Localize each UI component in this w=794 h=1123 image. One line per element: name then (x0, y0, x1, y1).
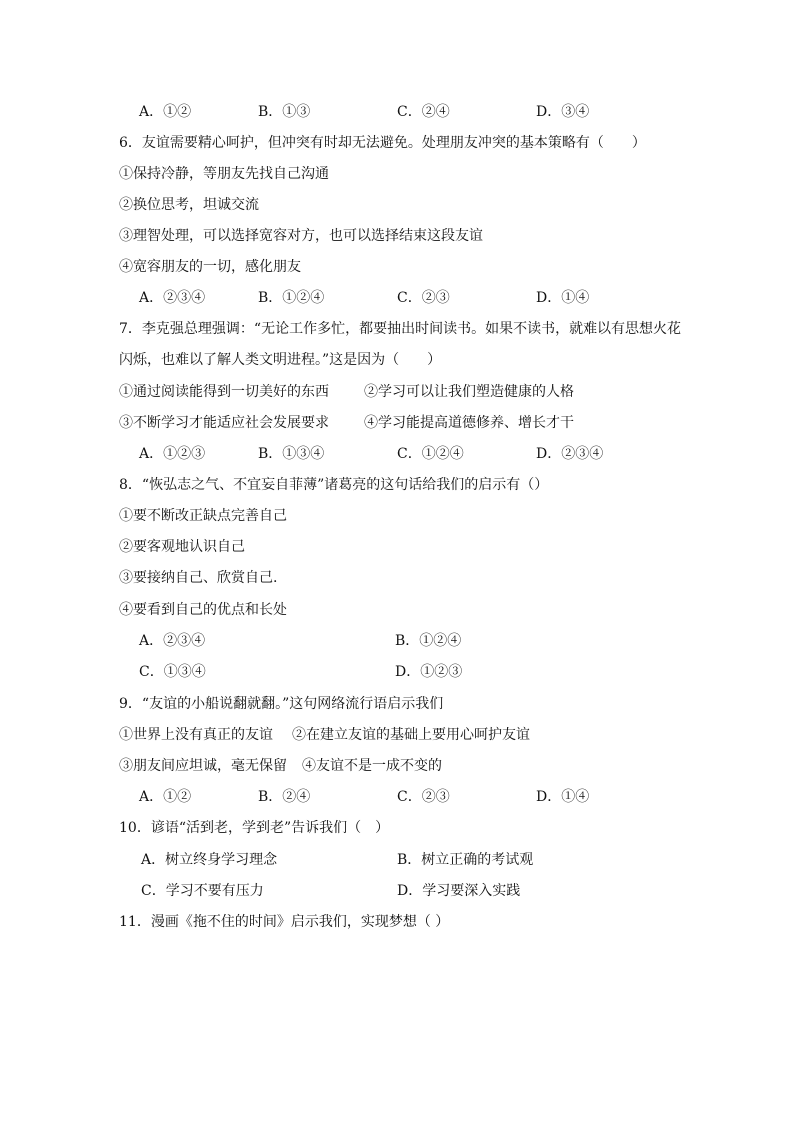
q9-item-1: ①世界上没有真正的友谊 (119, 727, 273, 743)
q6-item-4: ④宽容朋友的一切，感化朋友 (119, 259, 301, 275)
q6-item-3: ③理智处理，可以选择宽容对方，也可以选择结束这段友谊 (119, 228, 483, 244)
option-d[interactable]: D．①④ (536, 290, 590, 306)
q10-stem: 10．谚语“活到老，学到老”告诉我们（ ） (119, 820, 390, 836)
q7-stem-line-2: 闪烁，也难以了解人类文明进程。”这是因为（ ） (119, 352, 442, 368)
q8-stem: 8．“恢弘志之气、不宜妄自菲薄”诸葛亮的这句话给我们的启示有（） (119, 477, 549, 493)
option-d[interactable]: D．②③④ (536, 446, 604, 462)
option-a[interactable]: A．②③④ (139, 290, 206, 306)
option-c[interactable]: C．②④ (397, 104, 450, 120)
q9-item-3: ③朋友间应坦诚，毫无保留 (119, 758, 287, 774)
option-c[interactable]: C．②③ (397, 789, 450, 805)
option-d[interactable]: D．学习要深入实践 (397, 883, 521, 899)
q10-options-row-1 (141, 850, 621, 870)
q8-item-4: ④要看到自己的优点和长处 (119, 602, 287, 618)
option-c[interactable]: C．②③ (397, 290, 450, 306)
option-c[interactable]: C．学习不要有压力 (141, 883, 264, 899)
option-b[interactable]: B．①③④ (258, 446, 325, 462)
q6-item-2: ②换位思考，坦诚交流 (119, 197, 259, 213)
q7-item-3: ③不断学习才能适应社会发展要求 (119, 415, 329, 431)
q6-options (139, 288, 619, 308)
option-a[interactable]: A．②③④ (139, 633, 206, 649)
q8-item-3: ③要接纳自己、欣赏自己. (119, 570, 278, 586)
q7-item-4: ④学习能提高道德修养、增长才干 (364, 415, 574, 431)
option-d[interactable]: D．①④ (536, 789, 590, 805)
q8-options-row-2 (139, 662, 619, 682)
option-a[interactable]: A．树立终身学习理念 (141, 852, 278, 868)
q8-item-1: ①要不断改正缺点完善自己 (119, 508, 287, 524)
q8-item-2: ②要客观地认识自己 (119, 539, 245, 555)
q7-options (139, 444, 619, 464)
q9-stem: 9．“友谊的小船说翻就翻。”这句网络流行语启示我们 (119, 696, 444, 712)
q9-item-4: ④友谊不是一成不变的 (302, 758, 442, 774)
q6-stem: 6．友谊需要精心呵护，但冲突有时却无法避免。处理朋友冲突的基本策略有（ ） (119, 135, 646, 151)
q9-options (139, 787, 619, 807)
option-d[interactable]: D．①②③ (395, 664, 463, 680)
option-a[interactable]: A．①②③ (139, 446, 206, 462)
option-b[interactable]: B．②④ (258, 789, 311, 805)
option-a[interactable]: A．①② (139, 104, 192, 120)
q8-options-row-1 (139, 631, 619, 651)
q11-stem: 11．漫画《拖不住的时间》启示我们，实现梦想（ ） (119, 914, 450, 930)
q7-item-1: ①通过阅读能得到一切美好的东西 (119, 384, 329, 400)
q9-item-2: ②在建立友谊的基础上要用心呵护友谊 (292, 727, 530, 743)
q10-options-row-2 (141, 881, 621, 901)
option-a[interactable]: A．①② (139, 789, 192, 805)
option-b[interactable]: B．树立正确的考试观 (397, 852, 534, 868)
q7-stem-line-1: 7．李克强总理强调：“无论工作多忙，都要抽出时间读书。如果不读书，就难以有思想火花 (119, 321, 682, 337)
q5-options (139, 102, 619, 122)
option-c[interactable]: C．①③④ (139, 664, 206, 680)
option-c[interactable]: C．①②④ (397, 446, 464, 462)
q7-item-2: ②学习可以让我们塑造健康的人格 (364, 384, 574, 400)
option-b[interactable]: B．①②④ (258, 290, 325, 306)
option-b[interactable]: B．①②④ (395, 633, 462, 649)
option-d[interactable]: D．③④ (536, 104, 590, 120)
q6-item-1: ①保持冷静，等朋友先找自己沟通 (119, 166, 329, 182)
option-b[interactable]: B．①③ (258, 104, 311, 120)
